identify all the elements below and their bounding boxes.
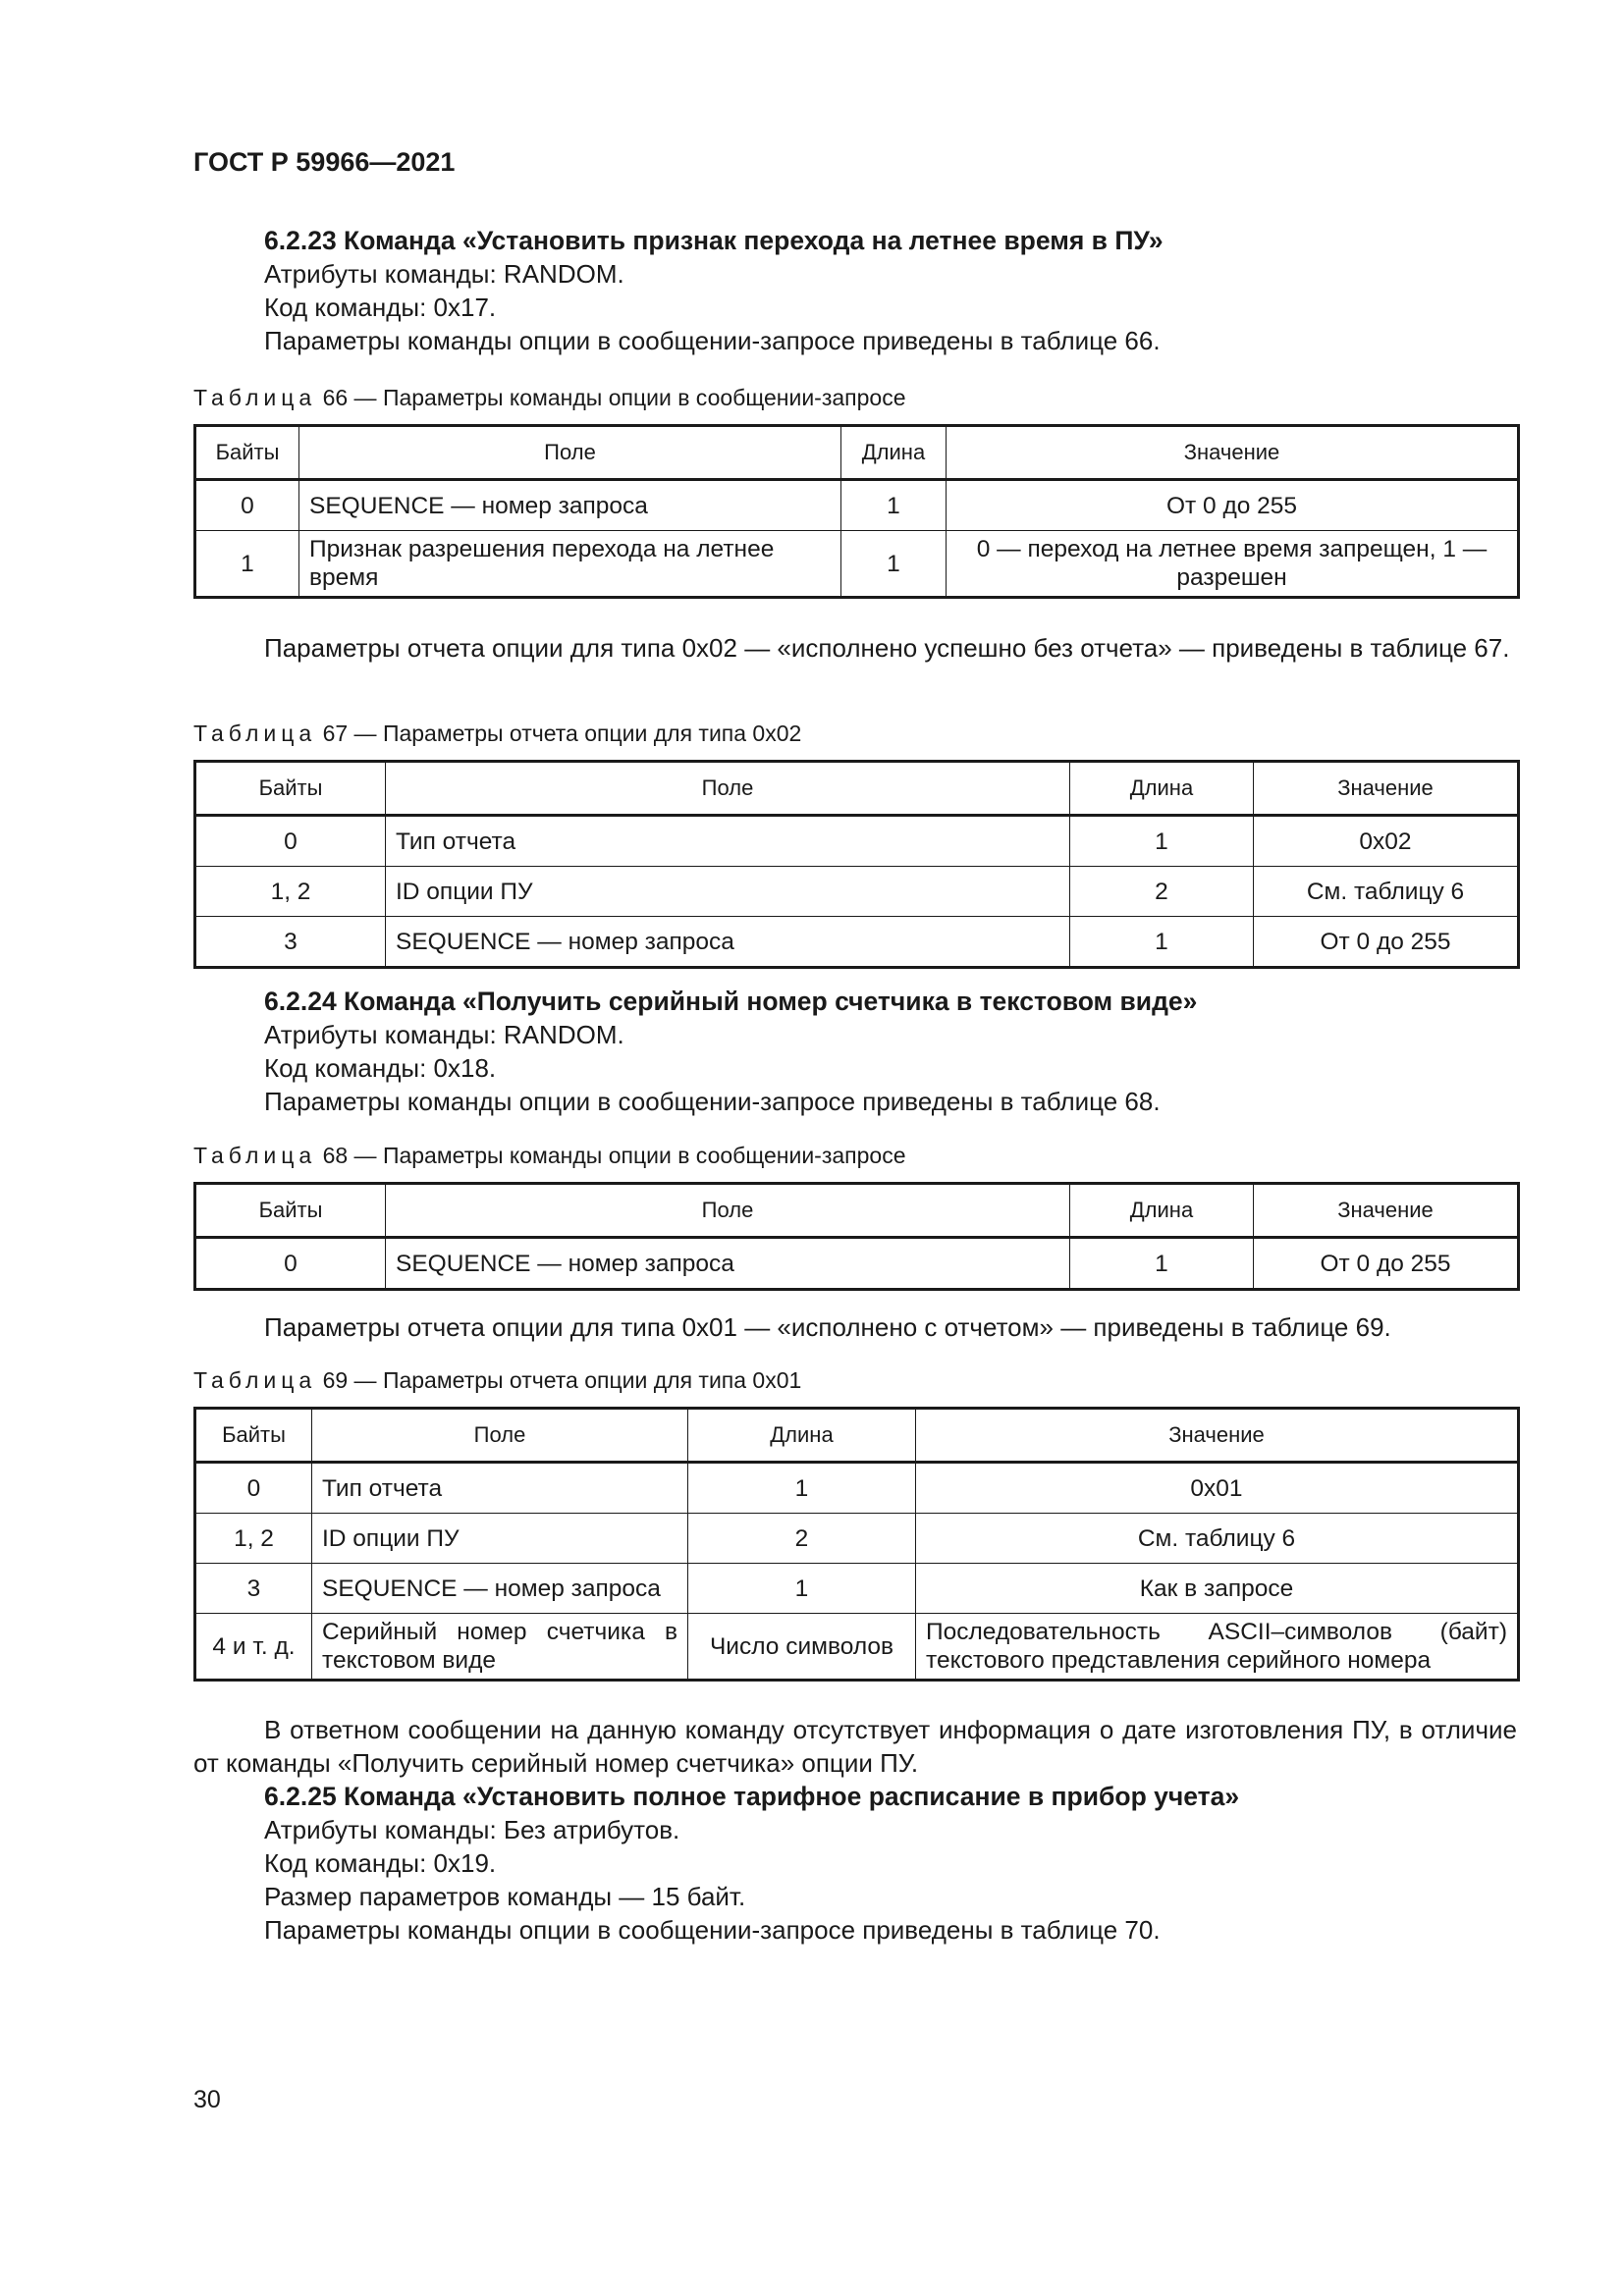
table-row [195,531,1519,598]
document-header: ГОСТ Р 59966—2021 [193,147,456,177]
params-reference: Параметры команды опции в сообщении-запросе приведены в таблице 68. [264,1087,1161,1116]
table-title: 69 — Параметры отчета опции для типа 0x01 [322,1367,802,1393]
table-label: Таблица [193,1143,317,1168]
table-cell: 0 — переход на летнее время запрещен, 1 — разрешен [947,531,1519,598]
section-heading: 6.2.24 Команда «Получить серийный номер счетчика в текстовом виде» [264,987,1198,1016]
section-6-2-25 [193,1780,1517,1947]
table-row [195,1463,1519,1514]
command-attributes: Атрибуты команды: RANDOM. [264,259,624,289]
table-cell: 1 [688,1564,916,1614]
table-cell: 1 [841,531,947,598]
table-cell: 0x02 [1254,816,1519,867]
table-cell: 1 [1070,816,1254,867]
table-cell: От 0 до 255 [947,480,1519,531]
column-header: Длина [841,426,947,480]
table-cell: 1 [688,1463,916,1514]
params-reference: Параметры команды опции в сообщении-запросе приведены в таблице 70. [264,1915,1161,1945]
body-paragraph: Параметры отчета опции для типа 0x01 — «исполнено с отчетом» — приведены в таблице 69. [264,1312,1391,1342]
column-header: Поле [386,1184,1070,1238]
table-cell: 3 [195,1564,312,1614]
table-cell: Серийный номер счетчика в текстовом виде [312,1614,688,1681]
table-cell: 0 [195,1238,386,1290]
body-paragraph: В ответном сообщении на данную команду отсутствует информация о дате изготовления ПУ, в отличие от команды «Получить серийный номер счетчика» опции ПУ. [193,1715,1517,1778]
table-66-block [193,383,1517,599]
column-header: Значение [916,1409,1519,1463]
table-row [195,867,1519,917]
section-heading: 6.2.23 Команда «Установить признак перехода на летнее время в ПУ» [264,226,1164,255]
table-67 [193,760,1520,969]
table-cell: Последовательность ASCII–символов (байт) текстового представления серийного номера [916,1614,1519,1681]
table-cell: См. таблицу 6 [916,1514,1519,1564]
table-row [195,1514,1519,1564]
table-68-block [193,1141,1517,1291]
table-cell: SEQUENCE — номер запроса [386,917,1070,968]
column-header: Байты [195,762,386,816]
column-header: Длина [688,1409,916,1463]
command-attributes: Атрибуты команды: RANDOM. [264,1020,624,1049]
table-cell: 2 [1070,867,1254,917]
table-row [195,480,1519,531]
table-cell: Тип отчета [386,816,1070,867]
command-code: Код команды: 0x17. [264,293,497,322]
table-row [195,917,1519,968]
table-label: Таблица [193,721,317,746]
table-header-row [195,762,1519,816]
table-cell: От 0 до 255 [1254,917,1519,968]
section-6-2-24 [193,985,1517,1118]
table-cell: 0 [195,1463,312,1514]
table-cell: От 0 до 255 [1254,1238,1519,1290]
table-title: 66 — Параметры команды опции в сообщении-запросе [322,385,906,410]
table-label: Таблица [193,1367,317,1393]
column-header: Байты [195,1184,386,1238]
table-68 [193,1182,1520,1291]
table-header-row [195,426,1519,480]
column-header: Байты [195,1409,312,1463]
table-cell: Тип отчета [312,1463,688,1514]
params-reference: Параметры команды опции в сообщении-запросе приведены в таблице 66. [264,326,1161,355]
table-cell: Как в запросе [916,1564,1519,1614]
section-6-2-23 [193,224,1517,357]
table-cell: 1, 2 [195,867,386,917]
table-label: Таблица [193,385,317,410]
table-cell: Число символов [688,1614,916,1681]
paragraph-block [193,1310,1517,1344]
table-row [195,1238,1519,1290]
column-header: Байты [195,426,299,480]
table-cell: SEQUENCE — номер запроса [312,1564,688,1614]
table-69 [193,1407,1520,1682]
table-header-row [195,1409,1519,1463]
table-row [195,1564,1519,1614]
table-69-block [193,1365,1517,1682]
table-caption [193,1141,1517,1170]
table-cell: 2 [688,1514,916,1564]
paragraph-block [193,631,1517,665]
table-cell: См. таблицу 6 [1254,867,1519,917]
body-paragraph: Параметры отчета опции для типа 0x02 — «исполнено успешно без отчета» — приведены в таблице 67. [264,633,1510,663]
table-caption [193,383,1517,412]
table-caption [193,719,1517,748]
table-cell: 0 [195,816,386,867]
command-attributes: Атрибуты команды: Без атрибутов. [264,1815,680,1844]
column-header: Длина [1070,1184,1254,1238]
table-66 [193,424,1520,599]
table-cell: SEQUENCE — номер запроса [386,1238,1070,1290]
table-cell: 0 [195,480,299,531]
command-code: Код команды: 0x18. [264,1053,497,1083]
table-cell: ID опции ПУ [312,1514,688,1564]
column-header: Поле [299,426,841,480]
column-header: Длина [1070,762,1254,816]
table-header-row [195,1184,1519,1238]
table-cell: SEQUENCE — номер запроса [299,480,841,531]
params-size: Размер параметров команды — 15 байт. [264,1882,746,1911]
table-cell: 4 и т. д. [195,1614,312,1681]
table-cell: 1 [1070,917,1254,968]
table-cell: 1 [1070,1238,1254,1290]
table-row [195,816,1519,867]
table-cell: 1 [841,480,947,531]
column-header: Поле [386,762,1070,816]
command-code: Код команды: 0x19. [264,1848,497,1878]
table-row [195,1614,1519,1681]
column-header: Значение [1254,762,1519,816]
column-header: Поле [312,1409,688,1463]
table-cell: 0x01 [916,1463,1519,1514]
table-67-block [193,719,1517,969]
column-header: Значение [1254,1184,1519,1238]
table-cell: 3 [195,917,386,968]
paragraph-block [193,1713,1517,1780]
table-cell: 1, 2 [195,1514,312,1564]
table-title: 67 — Параметры отчета опции для типа 0x02 [322,721,802,746]
table-caption [193,1365,1517,1395]
table-cell: ID опции ПУ [386,867,1070,917]
column-header: Значение [947,426,1519,480]
table-title: 68 — Параметры команды опции в сообщении-запросе [322,1143,906,1168]
page-number: 30 [193,2086,221,2113]
section-heading: 6.2.25 Команда «Установить полное тарифное расписание в прибор учета» [264,1782,1240,1811]
table-cell: 1 [195,531,299,598]
table-cell: Признак разрешения перехода на летнее время [299,531,841,598]
